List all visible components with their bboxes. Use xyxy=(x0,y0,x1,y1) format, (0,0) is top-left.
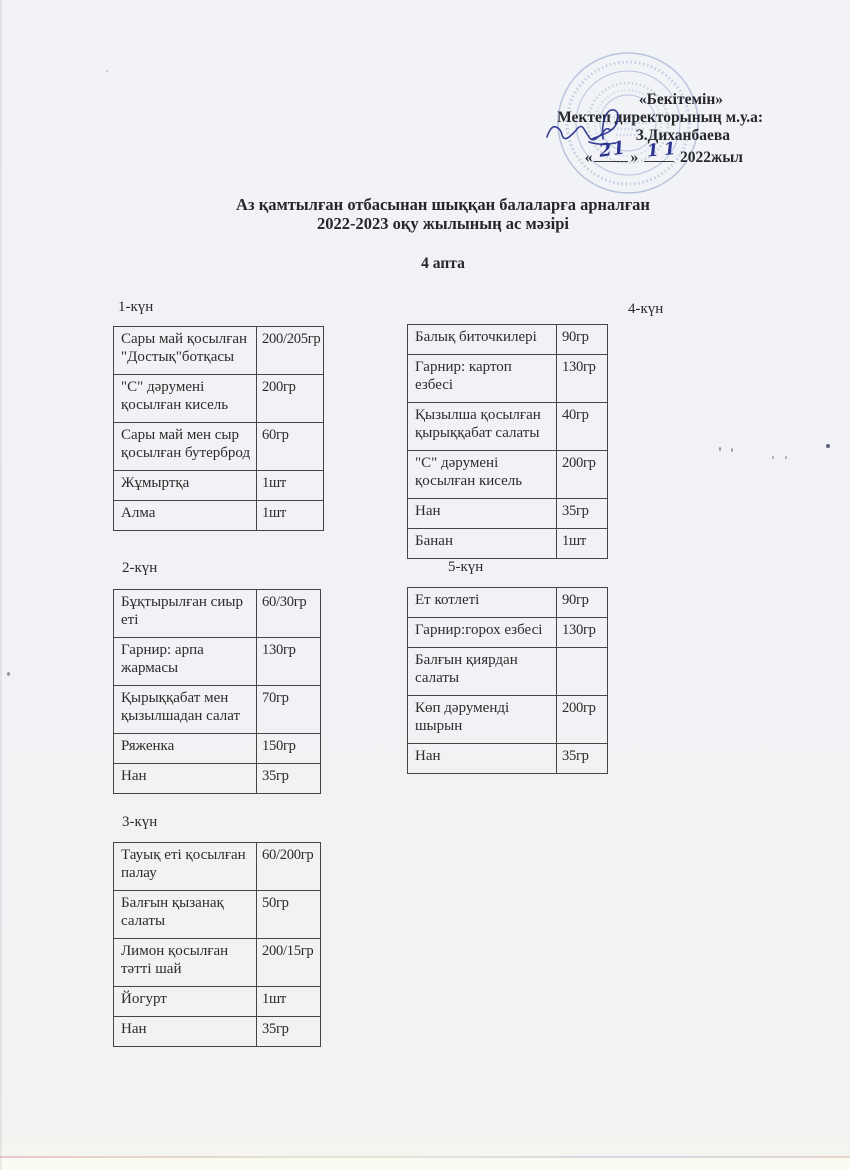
table-row xyxy=(408,355,608,403)
scan-speck xyxy=(731,448,733,452)
dish-cell: Ет котлеті xyxy=(408,588,557,618)
dish-cell: Банан xyxy=(408,529,557,559)
table-row xyxy=(408,403,608,451)
dish-cell: Балғын қызанақ салаты xyxy=(114,891,257,939)
table-row xyxy=(114,686,321,734)
table-row xyxy=(408,648,608,696)
dish-cell: Нан xyxy=(114,1017,257,1047)
date-close-quote: » xyxy=(630,149,639,166)
amount-cell: 35гр xyxy=(557,499,608,529)
dish-cell: Бұқтырылған сиыр еті xyxy=(114,590,257,638)
title-line-2: 2022-2023 оқу жылының ас мәзірі xyxy=(317,214,569,233)
dish-cell: Йогурт xyxy=(114,987,257,1017)
amount-cell: 200гр xyxy=(557,696,608,744)
amount-cell: 35гр xyxy=(257,1017,321,1047)
approval-role: Мектеп директорының м.у.а: xyxy=(557,109,763,126)
table-row xyxy=(408,696,608,744)
dish-cell: Қырыққабат мен қызылшадан салат xyxy=(114,686,257,734)
handwritten-month: 11 xyxy=(646,138,682,162)
day-label-2: 2-күн xyxy=(122,560,158,576)
dish-cell: Сары май мен сыр қосылған бутерброд xyxy=(114,423,257,471)
dish-cell: Гарнир: арпа жармасы xyxy=(114,638,257,686)
amount-cell: 200/15гр xyxy=(257,939,321,987)
amount-cell: 90гр xyxy=(557,588,608,618)
dish-cell: Қызылша қосылған қырыққабат салаты xyxy=(408,403,557,451)
amount-cell: 130гр xyxy=(557,618,608,648)
table-row xyxy=(114,471,324,501)
dish-cell: Балғын қиярдан салаты xyxy=(408,648,557,696)
scan-speck xyxy=(106,70,108,72)
table-row xyxy=(114,327,324,375)
dish-cell: Гарнир:горох езбесі xyxy=(408,618,557,648)
day-label-4: 4-күн xyxy=(628,301,664,317)
title-line-1: Аз қамтылған отбасынан шыққан балаларға арналған xyxy=(236,195,650,214)
dish-cell: Гарнир: картоп езбесі xyxy=(408,355,557,403)
date-open-quote: « xyxy=(584,149,593,166)
document-title xyxy=(133,195,753,233)
handwritten-day: 21 xyxy=(598,137,628,162)
menu-table-day1 xyxy=(113,326,324,531)
approval-year: 2022жыл xyxy=(679,149,743,166)
dish-cell: Нан xyxy=(408,499,557,529)
scanner-edge-shadow xyxy=(0,0,2,1170)
table-row xyxy=(408,451,608,499)
dish-cell: Көп дәруменді шырын xyxy=(408,696,557,744)
approval-signatory: З.Диханбаева xyxy=(635,127,730,144)
amount-cell: 40гр xyxy=(557,403,608,451)
dish-cell: Ряженка xyxy=(114,734,257,764)
dish-cell: Алма xyxy=(114,501,257,531)
menu-table-day5 xyxy=(407,587,608,774)
amount-cell: 90гр xyxy=(557,325,608,355)
day-label-5: 5-күн xyxy=(448,559,484,575)
scanner-edge-strip xyxy=(0,1158,850,1170)
amount-cell: 200/205гр xyxy=(257,327,324,375)
amount-cell: 50гр xyxy=(257,891,321,939)
scan-speck xyxy=(719,447,721,451)
amount-cell: 60/30гр xyxy=(257,590,321,638)
amount-cell: 200гр xyxy=(557,451,608,499)
scan-speck xyxy=(7,672,10,676)
table-row xyxy=(114,423,324,471)
scan-speck xyxy=(826,444,830,448)
menu-table-day2 xyxy=(113,589,321,794)
table-row xyxy=(408,529,608,559)
amount-cell: 1шт xyxy=(257,471,324,501)
dish-cell: Балық биточкилері xyxy=(408,325,557,355)
dish-cell: Жұмыртқа xyxy=(114,471,257,501)
amount-cell: 200гр xyxy=(257,375,324,423)
table-row xyxy=(408,618,608,648)
dish-cell: Сары май қосылған "Достық"ботқасы xyxy=(114,327,257,375)
day-label-1: 1-күн xyxy=(118,299,154,315)
amount-cell: 35гр xyxy=(257,764,321,794)
table-row xyxy=(408,744,608,774)
approval-quote: «Бекітемін» xyxy=(638,91,723,108)
table-row xyxy=(408,499,608,529)
amount-cell: 60гр xyxy=(257,423,324,471)
scan-speck xyxy=(785,456,787,459)
table-row xyxy=(408,588,608,618)
table-row xyxy=(114,638,321,686)
dish-cell: Тауық еті қосылған палау xyxy=(114,843,257,891)
table-row xyxy=(114,590,321,638)
amount-cell: 1шт xyxy=(257,987,321,1017)
table-row xyxy=(114,1017,321,1047)
dish-cell: Лимон қосылған тәтті шай xyxy=(114,939,257,987)
table-row xyxy=(114,764,321,794)
amount-cell: 130гр xyxy=(557,355,608,403)
table-row xyxy=(114,987,321,1017)
table-row xyxy=(114,939,321,987)
table-row xyxy=(114,891,321,939)
date-month-underline xyxy=(644,138,682,162)
menu-table-day4 xyxy=(407,324,608,559)
menu-table-day3 xyxy=(113,842,321,1047)
amount-cell: 35гр xyxy=(557,744,608,774)
dish-cell: "С" дәрумені қосылған кисель xyxy=(114,375,257,423)
signature-icon xyxy=(543,105,643,153)
scan-speck xyxy=(772,456,774,459)
amount-cell: 1шт xyxy=(257,501,324,531)
week-label: 4 апта xyxy=(421,255,465,272)
table-row xyxy=(408,325,608,355)
amount-cell: 150гр xyxy=(257,734,321,764)
table-row xyxy=(114,501,324,531)
amount-cell xyxy=(557,648,608,696)
table-row xyxy=(114,734,321,764)
table-row xyxy=(114,375,324,423)
amount-cell: 1шт xyxy=(557,529,608,559)
table-row xyxy=(114,843,321,891)
day-label-3: 3-күн xyxy=(122,814,158,830)
dish-cell: "С" дәрумені қосылған кисель xyxy=(408,451,557,499)
amount-cell: 70гр xyxy=(257,686,321,734)
dish-cell: Нан xyxy=(114,764,257,794)
amount-cell: 60/200гр xyxy=(257,843,321,891)
amount-cell: 130гр xyxy=(257,638,321,686)
dish-cell: Нан xyxy=(408,744,557,774)
